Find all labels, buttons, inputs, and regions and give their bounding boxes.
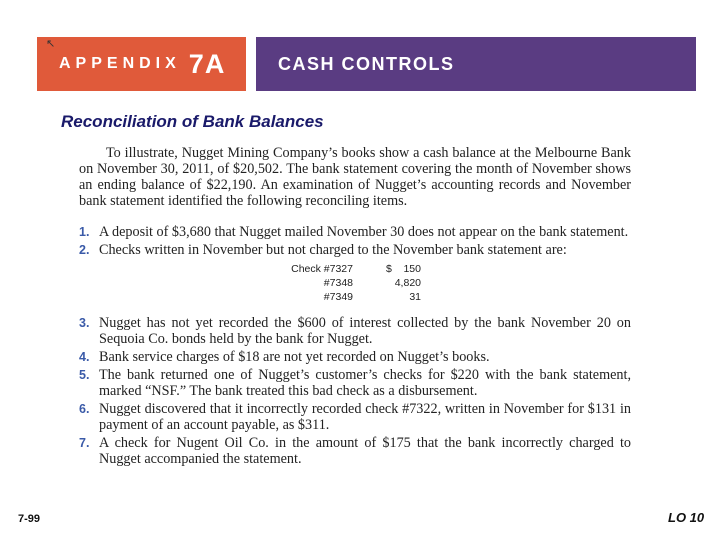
check-label: #7348: [323, 277, 353, 289]
reconciling-items-list: [79, 224, 631, 469]
item-number: 3.: [79, 316, 90, 330]
learning-objective: LO 10: [668, 510, 705, 525]
list-item: [79, 435, 631, 467]
item-number: 2.: [79, 243, 90, 257]
appendix-banner: [37, 37, 246, 91]
item-text: Checks written in November but not charged to the November bank statement are:: [99, 242, 567, 258]
item-number: 5.: [79, 368, 90, 382]
item-number: 4.: [79, 350, 90, 364]
appendix-label: APPENDIX: [59, 55, 181, 72]
chapter-title: CASH CONTROLS: [278, 53, 455, 74]
check-amount: 4,820: [394, 277, 421, 289]
appendix-number: 7A: [188, 48, 226, 79]
list-item: [79, 242, 631, 258]
check-label: #7349: [323, 291, 353, 303]
item-text: A deposit of $3,680 that Nugget mailed November 30 does not appear on the bank statement.: [99, 224, 629, 240]
currency-symbol: $: [386, 263, 392, 275]
item-text: A check for Nugent Oil Co. in the amount of $175 that the bank incorrectly charged to Nugget accompanied the statement.: [99, 435, 631, 467]
check-amount: 150: [403, 263, 421, 275]
list-item: [79, 367, 631, 399]
chapter-banner: [256, 37, 696, 91]
list-item: [79, 401, 631, 433]
item-number: 7.: [79, 436, 90, 450]
item-text: Nugget has not yet recorded the $600 of interest collected by the bank November 20 on Sequoia Co. bonds held by the bank for Nugget.: [99, 315, 631, 347]
slide-heading: Reconciliation of Bank Balances: [61, 112, 324, 131]
check-amount: 31: [409, 291, 421, 303]
outstanding-checks-table: [79, 263, 631, 307]
item-text: The bank returned one of Nugget’s customer’s checks for $220 with the bank statement, marked “NSF.” The bank treated this bad check as a disbursement.: [99, 367, 631, 399]
item-text: Bank service charges of $18 are not yet recorded on Nugget’s books.: [99, 349, 490, 365]
list-item: [79, 349, 631, 365]
list-item: [79, 224, 631, 240]
item-text: Nugget discovered that it incorrectly recorded check #7322, written in November for $131 in payment of an account payable, as $311.: [99, 401, 631, 433]
check-label: Check #7327: [291, 263, 353, 275]
mouse-pointer-icon: ↖: [46, 38, 56, 50]
item-number: 1.: [79, 225, 90, 239]
list-item: [79, 315, 631, 347]
slide-number: 7-99: [18, 513, 41, 525]
item-number: 6.: [79, 402, 90, 416]
intro-paragraph: To illustrate, Nugget Mining Company’s books show a cash balance at the Melbourne Bank on November 30, 2011, of $20,502. The bank statement covering the month of November shows an ending balance of $22,190. An examination of Nugget’s accounting records and November bank statement identified the following reconciling items.: [79, 145, 631, 209]
